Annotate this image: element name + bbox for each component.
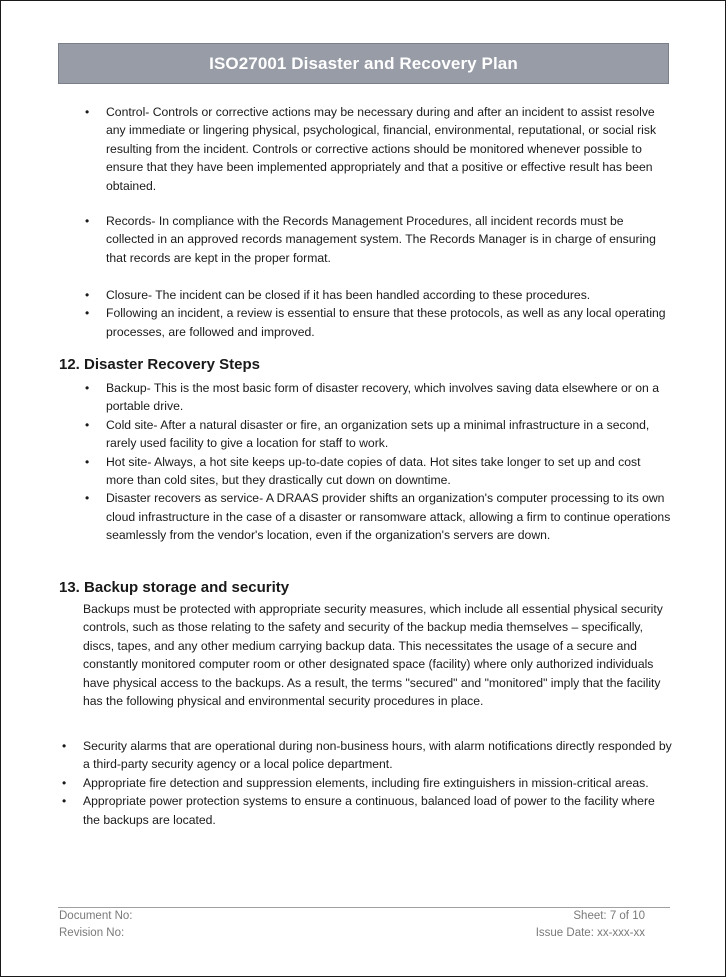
list-item: • Closure- The incident can be closed if it has been handled according to these procedures. — [106, 286, 671, 304]
list-item: • Backup- This is the most basic form of disaster recovery, which involves saving data elsewhere or on a portable drive. — [85, 381, 659, 414]
bullet-icon: • — [62, 775, 67, 790]
bullet-icon: • — [85, 105, 90, 119]
list-item: • Following an incident, a review is essential to ensure that these protocols, as well as any local operating processes, are followed and improved. — [85, 306, 666, 339]
footer-left — [59, 908, 133, 942]
list-item: • Security alarms that are operational during non-business hours, with alarm notifications directly responded by a third-party security agency or a local police department. — [62, 739, 672, 772]
document-title-bar — [58, 43, 669, 84]
bullet-icon: • — [62, 794, 67, 809]
sheet-number: Sheet: 7 of 10 — [573, 910, 645, 922]
bullet-icon: • — [85, 417, 90, 432]
bullet-icon: • — [85, 381, 90, 395]
footer-right — [536, 908, 645, 942]
security-procedures-list — [62, 737, 673, 829]
bullet-icon: • — [85, 288, 90, 302]
incident-bullet-list — [85, 286, 671, 341]
list-item: • Appropriate fire detection and suppression elements, including fire extinguishers in mission-critical areas. — [83, 774, 673, 792]
bullet-icon: • — [85, 454, 90, 469]
list-item: • Hot site- Always, a hot site keeps up-to-date copies of data. Hot sites take longer to set up and cost more than cold sites, but they drastically cut down on downtime. — [85, 454, 641, 488]
recovery-steps-list — [85, 379, 671, 545]
list-item: • Disaster recovers as service- A DRAAS provider shifts an organization's computer processing to its own cloud infrastructure in the case of a disaster or ransomware attack, allowing a firm to continue operations seamlessly from the vendor's location, even if the organization's servers are down. — [85, 491, 671, 543]
document-title: ISO27001 Disaster and Recovery Plan — [209, 53, 518, 73]
bullet-icon: • — [85, 306, 90, 321]
list-item: • Records- In compliance with the Records Management Procedures, all incident records must be collected in an approved records management system. The Records Manager is in charge of ensuring that records are kept in the proper format. — [85, 214, 656, 265]
section-heading-backup-storage: 13. Backup storage and security — [59, 579, 290, 596]
bullet-icon: • — [85, 214, 90, 228]
incident-bullet-list — [85, 103, 671, 195]
bullet-icon: • — [62, 739, 67, 753]
bullet-icon: • — [85, 491, 90, 506]
issue-date: Issue Date: xx-xxx-xx — [535, 927, 645, 939]
revision-number-label: Revision No: — [59, 927, 125, 939]
backup-storage-paragraph: Backups must be protected with appropriate security measures, which include all essential physical security controls, such as those relating to the safety and security of the backup media themselves – specifically, discs, tapes, and any other medium carrying backup data. This necessitates the usage of a secure and constantly monitored computer room or other designated space (facility) where only authorized individuals have physical access to the backups. As a result, the terms "secured" and "monitored" imply that the facility has the following physical and environmental security procedures in place. — [83, 602, 663, 709]
document-number-label: Document No: — [59, 910, 133, 922]
list-item: • Control- Controls or corrective actions may be necessary during and after an incident to assist resolve any immediate or lingering physical, psychological, financial, environmental, reputational, or social risk resulting from the incident. Controls or corrective actions should be monitored whenever possible to ensure that they have been implemented appropriately and that a positive or effective result has been obtained. — [85, 105, 657, 193]
incident-bullet-list — [85, 212, 671, 267]
list-item: • Cold site- After a natural disaster or fire, an organization sets up a minimal infrastructure in a second, rarely used facility to give a location for staff to work. — [85, 417, 650, 451]
section-heading-disaster-recovery-steps: 12. Disaster Recovery Steps — [59, 356, 260, 373]
list-item: • Appropriate power protection systems to ensure a continuous, balanced load of power to the facility where the backups are located. — [62, 794, 655, 827]
